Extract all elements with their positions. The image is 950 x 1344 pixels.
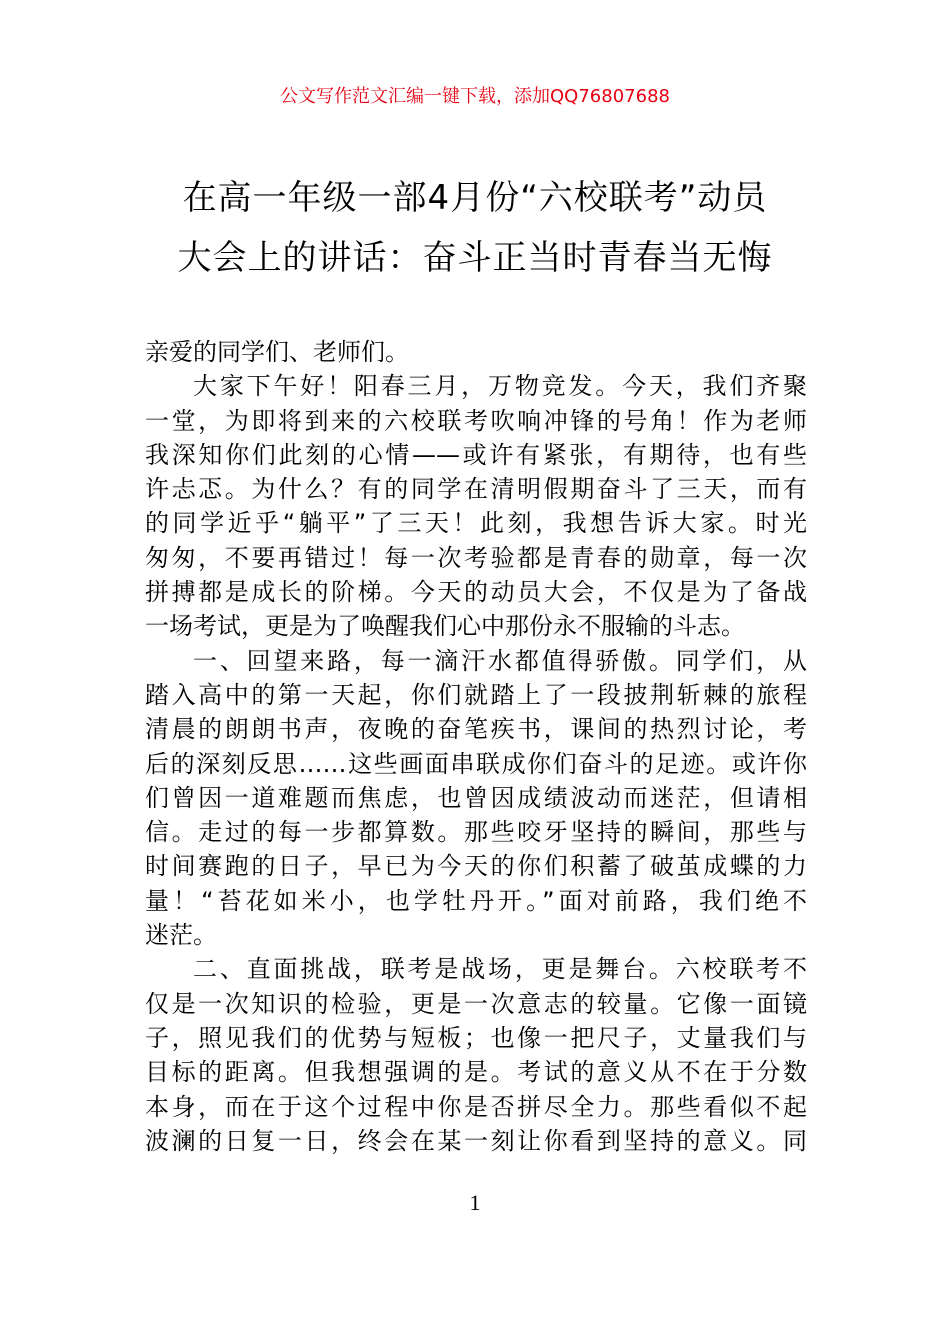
- body-line: 一场考试，更是为了唤醒我们心中那份永不服输的斗志。: [145, 612, 745, 641]
- document-title: [145, 168, 805, 288]
- body-line: 大家下午好！阳春三月，万物竞发。今天，我们齐聚: [193, 372, 807, 401]
- download-notice: 公文写作范文汇编一键下载，添加QQ76807688: [280, 86, 670, 107]
- salutation-line: 亲爱的同学们、老师们。: [145, 338, 409, 366]
- body-line: 清晨的朗朗书声，夜晚的奋笔疾书，课间的热烈讨论，考: [145, 715, 807, 744]
- body-line: 子，照见我们的优势与短板；也像一把尺子，丈量我们与: [145, 1023, 807, 1052]
- body-line: 许忐忑。为什么？有的同学在清明假期奋斗了三天，而有: [145, 475, 807, 504]
- body-line: 波澜的日复一日，终会在某一刻让你看到坚持的意义。同: [145, 1126, 807, 1155]
- body-line: 目标的距离。但我想强调的是。考试的意义从不在于分数: [145, 1058, 807, 1087]
- body-line: 仅是一次知识的检验，更是一次意志的较量。它像一面镜: [145, 989, 807, 1018]
- body-line: 拼搏都是成长的阶梯。今天的动员大会，不仅是为了备战: [145, 578, 807, 607]
- page-number: 1: [469, 1190, 481, 1215]
- body-line: 一堂，为即将到来的六校联考吹响冲锋的号角！作为老师: [145, 406, 807, 435]
- title-line-1: 在高一年级一部4月份“六校联考”动员: [182, 178, 768, 218]
- body-line: 二、直面挑战，联考是战场，更是舞台。六校联考不: [193, 955, 807, 984]
- body-line: 匆匆，不要再错过！每一次考验都是青春的勋章，每一次: [145, 543, 807, 572]
- body-line: 信。走过的每一步都算数。那些咬牙坚持的瞬间，那些与: [145, 818, 807, 847]
- document-body: [145, 335, 807, 1158]
- body-line: 迷茫。: [145, 921, 217, 950]
- body-line: 我深知你们此刻的心情——或许有紧张，有期待，也有些: [145, 440, 807, 469]
- body-line: 们曾因一道难题而焦虑，也曾因成绩波动而迷茫，但请相: [145, 783, 807, 812]
- title-line-2: 大会上的讲话：奋斗正当时青春当无悔: [177, 238, 773, 278]
- body-line: 后的深刻反思……这些画面串联成你们奋斗的足迹。或许你: [145, 749, 807, 778]
- body-line: 时间赛跑的日子，早已为今天的你们积蓄了破茧成蝶的力: [145, 852, 807, 881]
- body-line: 量！“苔花如米小，也学牡丹开。”面对前路，我们绝不: [145, 886, 807, 915]
- body-line: 一、回望来路，每一滴汗水都值得骄傲。同学们，从: [193, 646, 807, 675]
- body-line: 本身，而在于这个过程中你是否拼尽全力。那些看似不起: [145, 1092, 807, 1121]
- body-line: 踏入高中的第一天起，你们就踏上了一段披荆斩棘的旅程: [145, 680, 807, 709]
- body-line: 的同学近乎“躺平”了三天！此刻，我想告诉大家。时光: [145, 509, 807, 538]
